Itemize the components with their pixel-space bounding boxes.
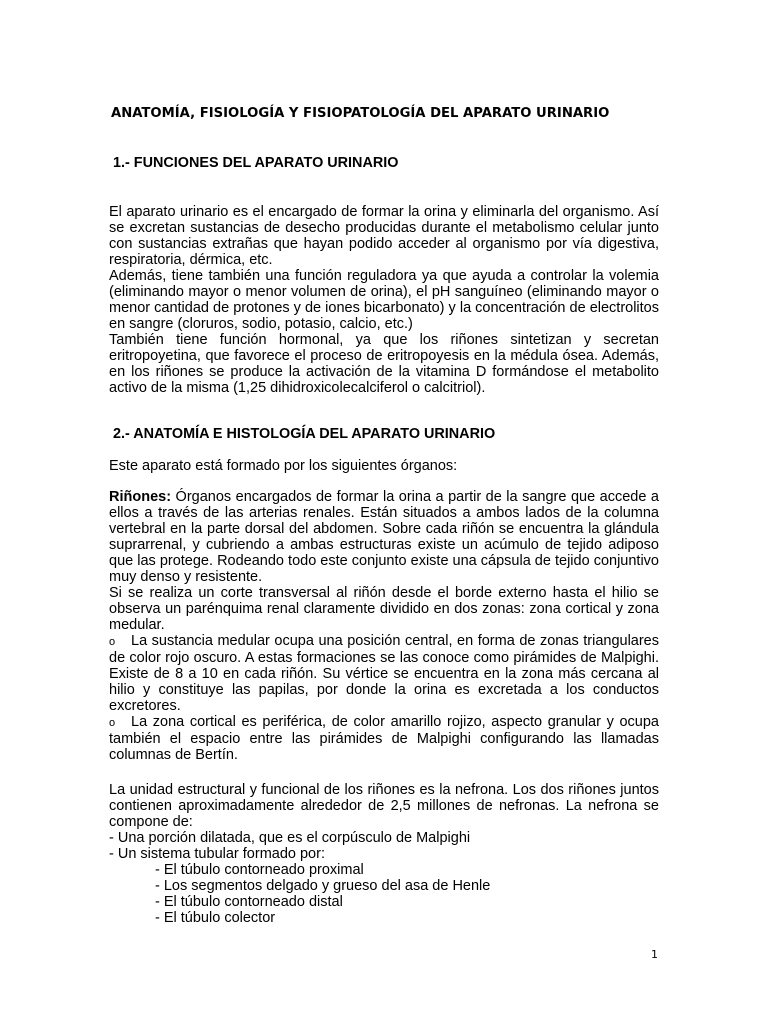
kidneys-paragraph: [109, 489, 659, 585]
list-item: - El túbulo contorneado distal: [155, 894, 343, 910]
page-number: 1: [651, 948, 658, 961]
bullet-marker: o: [109, 636, 116, 648]
list-item: - Una porción dilatada, que es el corpúsculo de Malpighi: [109, 830, 471, 846]
anatomy-intro: Este aparato está formado por los siguientes órganos:: [109, 458, 458, 474]
kidneys-description: Órganos encargados de formar la orina a partir de la sangre que accede a ellos a través de las arterias renales. Están situados a ambos lados de la columna vertebral en la parte dorsal del abdomen. Sobre cada riñón se encuentra la glándula suprarrenal, y cubriendo a ambas estructuras existe un acúmulo de tejido adiposo que las protege. Rodeando todo este conjunto existe una cápsula de tejido conjuntivo muy denso y resistente.: [109, 489, 659, 585]
document-title: ANATOMÍA, FISIOLOGÍA Y FISIOPATOLOGÍA DEL APARATO URINARIO: [111, 106, 610, 121]
paragraph: También tiene función hormonal, ya que los riñones sintetizan y secretan eritropoyetina, que favorece el proceso de eritropoyesis en la médula ósea. Además, en los riñones se produce la activación de la vitamina D formándose el metabolito activo de la misma (1,25 dihidroxicolecalciferol o calcitriol).: [109, 332, 659, 396]
section-heading-anatomy: 2.- ANATOMÍA E HISTOLOGÍA DEL APARATO URINARIO: [113, 426, 496, 442]
nephron-paragraph: La unidad estructural y funcional de los riñones es la nefrona. Los dos riñones juntos contienen aproximadamente alrededor de 2,5 millones de nefronas. La nefrona se compone de:: [109, 782, 659, 830]
kidneys-section: [109, 489, 659, 763]
cortex-description: La zona cortical es periférica, de color amarillo rojizo, aspecto granular y ocupa también el espacio entre las pirámides de Malpighi configurando las llamadas columnas de Bertín.: [109, 714, 659, 763]
bullet-marker: o: [109, 717, 116, 729]
list-item: [109, 633, 659, 714]
functions-section: [109, 204, 659, 396]
list-item: - El túbulo contorneado proximal: [155, 862, 364, 878]
kidneys-term: Riñones:: [109, 489, 172, 505]
cut-paragraph: Si se realiza un corte transversal al riñón desde el borde externo hasta el hilio se observa un parénquima renal claramente dividido en dos zonas: zona cortical y zona medular.: [109, 585, 659, 633]
nephron-section: [109, 782, 659, 926]
list-item: - El túbulo colector: [155, 910, 276, 926]
list-item: [109, 714, 659, 763]
paragraph: Además, tiene también una función reguladora ya que ayuda a controlar la volemia (eliminando mayor o menor volumen de orina), el pH sanguíneo (eliminando mayor o menor cantidad de protones y de iones bicarbonato) y la concentración de electrolitos en sangre (cloruros, sodio, potasio, calcio, etc.): [109, 268, 659, 332]
paragraph: El aparato urinario es el encargado de formar la orina y eliminarla del organismo. Así se excretan sustancias de desecho producidas durante el metabolismo celular junto con sustancias extrañas que hayan podido acceder al organismo por vía digestiva, respiratoria, dérmica, etc.: [109, 204, 659, 268]
list-item: - Los segmentos delgado y grueso del asa de Henle: [155, 878, 491, 894]
medulla-description: La sustancia medular ocupa una posición central, en forma de zonas triangulares de color rojo oscuro. A estas formaciones se las conoce como pirámides de Malpighi. Existe de 8 a 10 en cada riñón. Su vértice se encuentra en la zona más cercana al hilio y constituye las papilas, por donde la orina es excretada a los conductos excretores.: [109, 633, 659, 714]
section-heading-functions: 1.- FUNCIONES DEL APARATO URINARIO: [113, 155, 399, 171]
list-item: - Un sistema tubular formado por:: [109, 846, 325, 862]
